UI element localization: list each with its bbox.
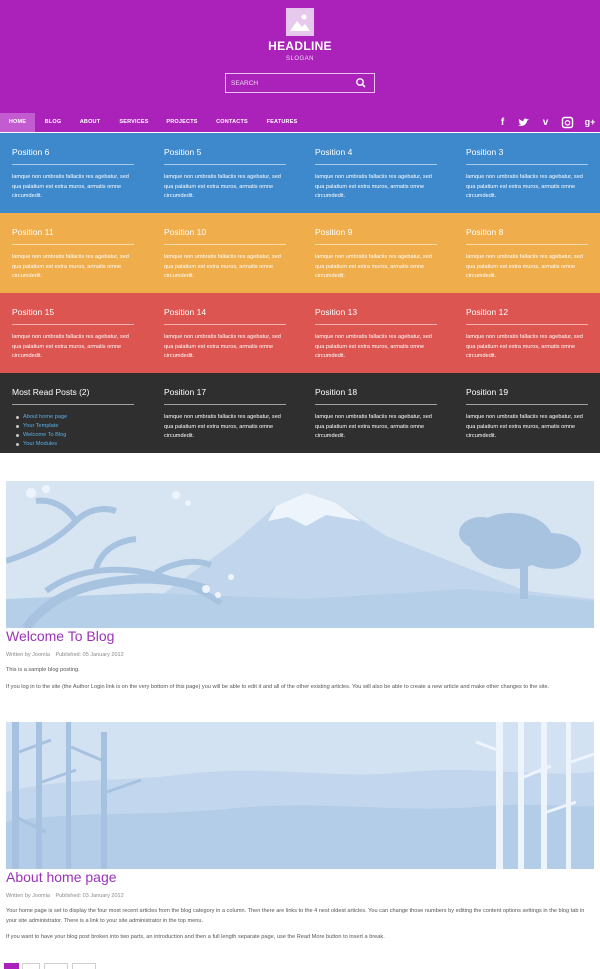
nav-item-features[interactable]: FEATURES — [266, 119, 298, 125]
article-author: Written by Joomla — [6, 652, 50, 658]
position-title: Position 3 — [466, 147, 504, 157]
page-button[interactable] — [72, 963, 96, 969]
site-headline: HEADLINE — [268, 39, 332, 53]
most-read-title: Most Read Posts (2) — [12, 387, 90, 397]
position-module — [12, 293, 134, 373]
position-module — [315, 373, 437, 453]
most-read-link-label: About home page — [23, 414, 68, 420]
most-read-link-label: Welcome To Blog — [23, 432, 67, 438]
page-button[interactable] — [22, 963, 40, 969]
position-text: lamque non umbratis fallaciis res agebatur, sed qua palatium est extra muros, armatis omne circumdedit. — [164, 174, 281, 199]
position-text: lamque non umbratis fallaciis res agebatur, sed qua palatium est extra muros, armatis omne circumdedit. — [315, 174, 432, 199]
article-meta — [6, 652, 128, 658]
divider — [466, 164, 588, 165]
nav-item-about[interactable]: ABOUT — [79, 119, 101, 125]
article-meta — [6, 893, 128, 899]
positions-row-3 — [0, 293, 600, 373]
article-image-mountain — [6, 481, 594, 628]
nav-item-home[interactable]: HOME — [0, 113, 35, 132]
divider — [164, 164, 286, 165]
divider — [164, 324, 286, 325]
page-button[interactable] — [4, 963, 19, 969]
divider — [466, 324, 588, 325]
search-box — [225, 73, 375, 93]
divider — [315, 324, 437, 325]
article-paragraph: This is a sample blog posting. — [6, 667, 80, 673]
position-text: lamque non umbratis fallaciis res agebatur, sed qua palatium est extra muros, armatis omne circumdedit. — [315, 414, 432, 439]
bullet-icon — [16, 425, 19, 428]
twitter-icon[interactable] — [517, 116, 530, 129]
position-module — [315, 133, 437, 213]
site-header — [0, 0, 600, 113]
position-module — [164, 133, 286, 213]
positions-row-4 — [0, 373, 600, 453]
article-title[interactable]: Welcome To Blog — [6, 628, 115, 644]
position-module — [315, 213, 437, 293]
position-module — [164, 293, 286, 373]
position-title: Position 19 — [466, 387, 509, 397]
most-read-link-label: Your Template — [23, 423, 59, 429]
divider — [315, 164, 437, 165]
position-text: lamque non umbratis fallaciis res agebatur, sed qua palatium est extra muros, armatis omne circumdedit. — [315, 254, 432, 279]
google-plus-icon[interactable]: g+ — [584, 117, 596, 127]
nav-item-blog[interactable]: BLOG — [44, 119, 62, 125]
bullet-icon — [16, 416, 19, 419]
nav-item-services[interactable]: SERVICES — [119, 119, 149, 125]
position-title: Position 4 — [315, 147, 353, 157]
position-title: Position 12 — [466, 307, 509, 317]
main-navigation — [0, 113, 600, 132]
vimeo-icon[interactable]: v — [542, 117, 549, 128]
position-title: Position 14 — [164, 307, 207, 317]
search-icon[interactable] — [353, 76, 369, 90]
position-title: Position 6 — [12, 147, 50, 157]
position-module — [164, 373, 286, 453]
position-text: lamque non umbratis fallaciis res agebatur, sed qua palatium est extra muros, armatis omne circumdedit. — [315, 334, 432, 359]
position-text: lamque non umbratis fallaciis res agebatur, sed qua palatium est extra muros, armatis omne circumdedit. — [466, 334, 583, 359]
article-paragraph: Your home page is set to display the four most recent articles from the blog category in a column. Then there are links to the 4 nest oldest articles. You can change those numbers by editing the content options settings in the blog tab in your site administrator. There is a link to your site administrator in the top menu. — [6, 908, 585, 924]
position-module — [466, 133, 588, 213]
divider — [164, 404, 286, 405]
position-text: lamque non umbratis fallaciis res agebatur, sed qua palatium est extra muros, armatis omne circumdedit. — [466, 174, 583, 199]
positions-row-1 — [0, 133, 600, 213]
divider — [164, 244, 286, 245]
position-module — [466, 373, 588, 453]
position-title: Position 10 — [164, 227, 207, 237]
divider — [12, 324, 134, 325]
position-title: Position 13 — [315, 307, 358, 317]
position-text: lamque non umbratis fallaciis res agebatur, sed qua palatium est extra muros, armatis omne circumdedit. — [164, 414, 281, 439]
position-text: lamque non umbratis fallaciis res agebatur, sed qua palatium est extra muros, armatis omne circumdedit. — [466, 414, 583, 439]
positions-row-2 — [0, 213, 600, 293]
divider — [315, 244, 437, 245]
position-text: lamque non umbratis fallaciis res agebatur, sed qua palatium est extra muros, armatis omne circumdedit. — [12, 174, 129, 199]
most-read-link[interactable] — [12, 440, 134, 449]
position-module — [164, 213, 286, 293]
search-input[interactable] — [226, 74, 352, 92]
divider — [466, 404, 588, 405]
divider — [315, 404, 437, 405]
position-title: Position 15 — [12, 307, 55, 317]
most-read-link-label: Your Modules — [23, 441, 57, 447]
article-image-bamboo — [6, 722, 594, 869]
position-title: Position 11 — [12, 227, 54, 237]
position-module — [466, 213, 588, 293]
most-read-list — [12, 413, 134, 449]
position-text: lamque non umbratis fallaciis res agebatur, sed qua palatium est extra muros, armatis omne circumdedit. — [12, 254, 129, 279]
position-title: Position 17 — [164, 387, 207, 397]
instagram-icon[interactable] — [561, 116, 574, 129]
position-text: lamque non umbratis fallaciis res agebatur, sed qua palatium est extra muros, armatis omne circumdedit. — [164, 254, 281, 279]
position-text: lamque non umbratis fallaciis res agebatur, sed qua palatium est extra muros, armatis omne circumdedit. — [12, 334, 129, 359]
position-module — [315, 293, 437, 373]
position-text: lamque non umbratis fallaciis res agebatur, sed qua palatium est extra muros, armatis omne circumdedit. — [466, 254, 583, 279]
facebook-icon[interactable]: f — [500, 117, 505, 128]
nav-item-contacts[interactable]: CONTACTS — [216, 119, 248, 125]
divider — [12, 164, 134, 165]
page-button[interactable] — [44, 963, 68, 969]
position-title: Position 5 — [164, 147, 202, 157]
position-title: Position 9 — [315, 227, 353, 237]
article-paragraph: If you log in to the site (the Author Login link is on the very bottom of this page) you will be able to edit it and all of the other existing articles. You will also be able to create a new article and make other changes to the site. — [6, 684, 550, 690]
divider — [12, 244, 134, 245]
bullet-icon — [16, 443, 19, 446]
position-module — [12, 133, 134, 213]
nav-item-projects[interactable]: PROJECTS — [166, 119, 198, 125]
position-title: Position 8 — [466, 227, 504, 237]
position-module — [466, 293, 588, 373]
divider — [466, 244, 588, 245]
most-read-link[interactable] — [12, 431, 134, 440]
most-read-link[interactable] — [12, 413, 134, 422]
site-slogan: SLOGAN — [285, 56, 314, 62]
position-module — [12, 213, 134, 293]
most-read-module — [12, 373, 134, 453]
bullet-icon — [16, 434, 19, 437]
article-paragraph: If you want to have your blog post broken into two parts, an introduction and then a full length separate page, use the Read More button to insert a break. — [6, 934, 385, 940]
divider — [12, 404, 134, 405]
article-published: Published: 05 January 2012 — [55, 652, 124, 658]
article-published: Published: 03 January 2012 — [55, 893, 124, 899]
most-read-link[interactable] — [12, 422, 134, 431]
article-title[interactable]: About home page — [6, 869, 117, 885]
logo-image-icon[interactable] — [286, 8, 314, 36]
position-text: lamque non umbratis fallaciis res agebatur, sed qua palatium est extra muros, armatis omne circumdedit. — [164, 334, 281, 359]
position-title: Position 18 — [315, 387, 358, 397]
article-author: Written by Joomla — [6, 893, 50, 899]
